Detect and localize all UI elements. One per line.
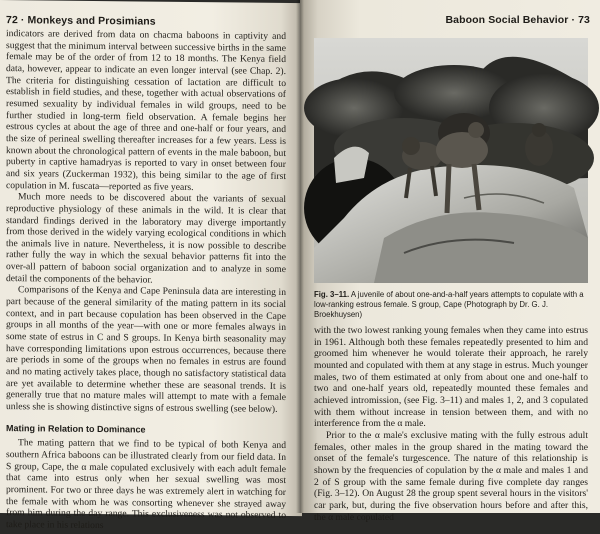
right-page — [300, 0, 600, 523]
paragraph-1: indicators are derived from data on chacma baboons in captivity and suggest that the minimum interval between successive births in the same female may be of the order of from 12 to 18 months. The Kenya field data, however, appear to indicate an even longer interval (see Chap. 2). The criteria for distinguishing cessation of lactation are difficult to establish in field studies, and these, together with actual observations of resumed sexuality by individual females in wild groups, need to be further studied in long-term field observation. A female begins her estrous cycles at about the age of three and one-half or four years, and the size of perineal swelling thereafter increases for a few years. Less is known about the chronological pattern of events in the male baboon, but puberty in captive hamadryas is reported to vary in onset between four and six years (Zuckerman 1932), this being similar to the age of first copulation in M. fuscata—reported as five years. — [6, 28, 286, 193]
section-heading: Mating in Relation to Dominance — [6, 422, 146, 435]
paragraph-6: Prior to the α male's exclusive mating with the fully estrous adult females, other males in the group shared in the mating toward the onset of the female's turgescence. The nature of this relationship is shown by the frequencies of copulation by the α male and males 1 and 2 of S group with the same female during five complete day ranges (Fig. 3–12). On August 28 the group spent several hours in the visitors' car park, but, during the five observation hours before and after this, the α male copulated — [314, 429, 588, 523]
figure-caption — [314, 290, 588, 320]
baboon-photograph — [314, 38, 588, 283]
caption-label: Fig. 3–11. — [314, 290, 350, 299]
running-head-left: 72 · Monkeys and Prosimians — [6, 14, 156, 28]
paragraph-4: The mating pattern that we find to be typical of both Kenya and southern Africa baboons can be illustrated clearly from our field data. In S group, Cape, the α male copulated exclusively with each adult female that came into estrus only when her sexual swelling was most prominent. For two or three days he was extremely alert in watching for the female with whom he was consorting whenever she strayed away from him during the day range. This exclusiveness was not observed to take place in his relations — [6, 437, 286, 531]
photograph-image — [314, 38, 588, 283]
caption-text: A juvenile of about one-and-a-half years attempts to copulate with a low-ranking estrous female. S group, Cape (Photograph by Dr. G. J. Broekhuysen) — [314, 290, 584, 319]
running-head-right: Baboon Social Behavior · 73 — [445, 14, 590, 26]
paragraph-3: Comparisons of the Kenya and Cape Peninsula data are interesting in part because of the general similarity of the mating pattern in its social context, and in part because copulation has been observed in the Cape groups in all months of the year—with one or more females always in some state of estrus in C and S groups. In Kenya birth seasonality may have corresponding limitations upon estrous occurrences, because there are periods in some of the groups when no females in estrus are found and no mating actively takes place, though no satisfactory statistical data are yet available to determine whether these are seasonal trends. It is generally true that no mature males will attempt to mate with a female unless she is showing distinctive signs of estrous swelling (see below). — [6, 284, 286, 415]
paragraph-5: with the two lowest ranking young females when they came into estrus in 1961. Although both these females repeatedly presented to him and groomed him whenever he would tolerate their approach, he rarely mounted and copulated with them at any stage in estrus. Much younger males, two of them estimated at only from about one and one-half to two and one-half years old, repeatedly mounted these females and achieved intromission, (see Fig. 3–11) and males 1, 2, and 3 copulated with them without increase in tension between them, and with no interference from the α male. — [314, 325, 588, 430]
book-gutter — [296, 0, 304, 513]
left-page-body — [6, 28, 286, 533]
right-page-body — [314, 325, 588, 523]
paragraph-2: Much more needs to be discovered about the variants of sexual reproductive physiology of these animals in the wild. It is clear that standard findings derived in the laboratory may diverge importantly from those derived in the widely varying ecological conditions in which the animals live in nature. Nevertheless, it is now possible to describe rather fully the way in which the sexual behavior patterns fit into the over-all pattern of baboon social organization and to analyze in some detail the components of the behavior. — [6, 191, 286, 286]
